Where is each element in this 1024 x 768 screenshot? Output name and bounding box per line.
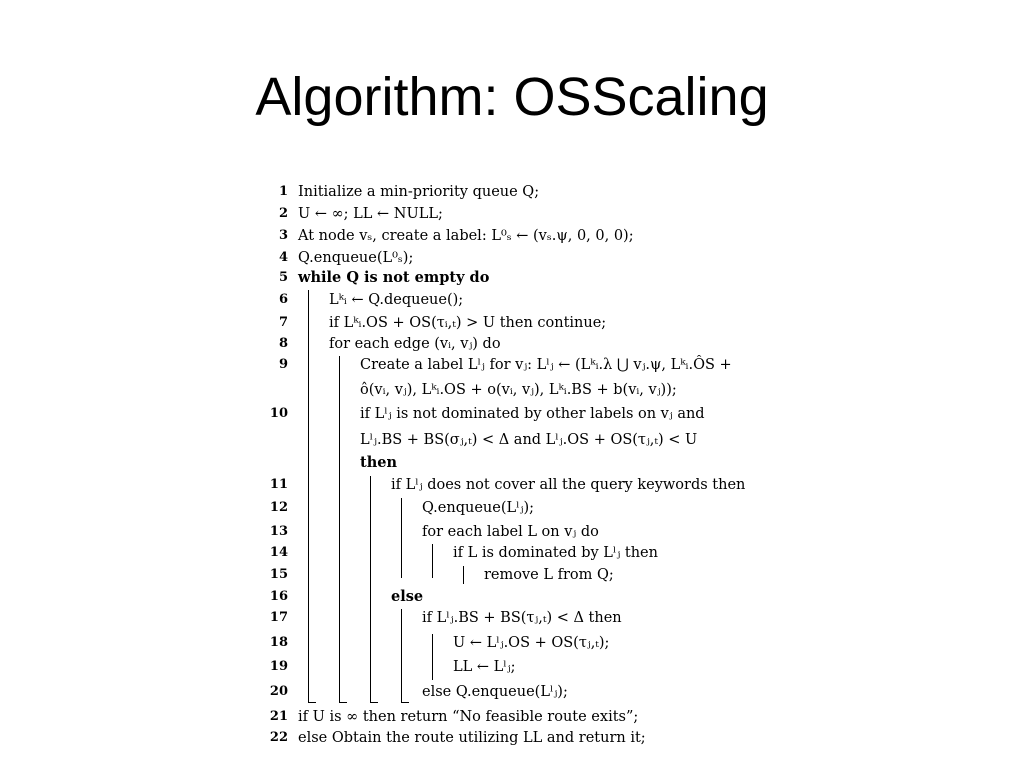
algo-line: Initialize a min-priority queue Q;: [298, 184, 540, 200]
line-number: 4: [278, 250, 288, 265]
algo-line: if Lˡⱼ is not dominated by other labels on vⱼ and: [360, 406, 705, 422]
line-number: 15: [269, 567, 288, 582]
algo-line: remove L from Q;: [484, 567, 614, 583]
line-number: 13: [269, 524, 288, 539]
block-rule-if14: [463, 566, 464, 584]
block-end-tick: [308, 702, 316, 703]
line-number: 12: [269, 500, 288, 515]
slide-title: Algorithm: OSScaling: [255, 67, 769, 127]
algo-line: else Q.enqueue(Lˡⱼ);: [422, 684, 568, 700]
block-rule-if17: [432, 634, 433, 680]
algo-line: Lᵏᵢ ← Q.dequeue();: [329, 292, 464, 308]
algo-line: Lˡⱼ.BS + BS(σⱼ,ₜ) < Δ and Lˡⱼ.OS + OS(τⱼ,ₜ) < U: [360, 432, 698, 448]
algo-line: else: [391, 588, 424, 605]
block-rule-while: [308, 290, 309, 702]
block-end-tick: [339, 702, 347, 703]
line-number: 10: [269, 406, 288, 421]
line-number: 3: [278, 228, 288, 243]
line-number: 1: [278, 184, 288, 199]
line-number: 9: [278, 357, 288, 372]
line-number: 6: [278, 292, 288, 307]
algo-line: if Lˡⱼ does not cover all the query keywords then: [391, 477, 746, 493]
line-number: 11: [269, 477, 288, 492]
line-number: 7: [278, 315, 288, 330]
algo-line: Q.enqueue(Lˡⱼ);: [422, 500, 534, 516]
algo-line: for each label L on vⱼ do: [422, 524, 599, 540]
line-number: 18: [269, 635, 288, 650]
line-number: 2: [278, 206, 288, 221]
line-number: 5: [278, 270, 288, 285]
algo-line: if L is dominated by Lˡⱼ then: [453, 545, 658, 561]
algo-line: U ← Lˡⱼ.OS + OS(τⱼ,ₜ);: [453, 635, 610, 651]
block-rule-for: [339, 356, 340, 702]
line-number: 16: [269, 589, 288, 604]
line-number: 14: [269, 545, 288, 560]
block-rule-if11: [401, 498, 402, 578]
algo-line: At node vₛ, create a label: L⁰ₛ ← (vₛ.ψ, 0, 0, 0);: [298, 228, 634, 244]
block-end-tick: [370, 702, 378, 703]
algo-line: Create a label Lˡⱼ for vⱼ: Lˡⱼ ← (Lᵏᵢ.λ ⋃ vⱼ.ψ, Lᵏᵢ.ÔS +: [360, 357, 732, 373]
line-number: 20: [269, 684, 288, 699]
algo-line: then: [360, 454, 398, 471]
algo-line: if U is ∞ then return “No feasible route exits”;: [298, 709, 639, 725]
line-number: 17: [269, 610, 288, 625]
block-rule-for13: [432, 544, 433, 578]
algo-line: LL ← Lˡⱼ;: [453, 659, 516, 675]
algo-line: if Lˡⱼ.BS + BS(τⱼ,ₜ) < Δ then: [422, 610, 622, 626]
block-rule-else16: [401, 609, 402, 702]
line-number: 21: [269, 709, 288, 724]
algo-line: if Lᵏᵢ.OS + OS(τᵢ,ₜ) > U then continue;: [329, 315, 607, 331]
algo-line: else Obtain the route utilizing LL and return it;: [298, 730, 646, 746]
line-number: 19: [269, 659, 288, 674]
block-end-tick: [401, 702, 409, 703]
algo-line: ô(vᵢ, vⱼ), Lᵏᵢ.OS + o(vᵢ, vⱼ), Lᵏᵢ.BS + b(vᵢ, vⱼ));: [360, 382, 677, 398]
algo-line: U ← ∞; LL ← NULL;: [298, 206, 443, 222]
line-number: 22: [269, 730, 288, 745]
algo-line: Q.enqueue(L⁰ₛ);: [298, 250, 414, 266]
algo-line: while Q is not empty do: [298, 269, 490, 286]
line-number: 8: [278, 336, 288, 351]
block-rule-if10: [370, 476, 371, 702]
algo-line: for each edge (vᵢ, vⱼ) do: [329, 336, 501, 352]
